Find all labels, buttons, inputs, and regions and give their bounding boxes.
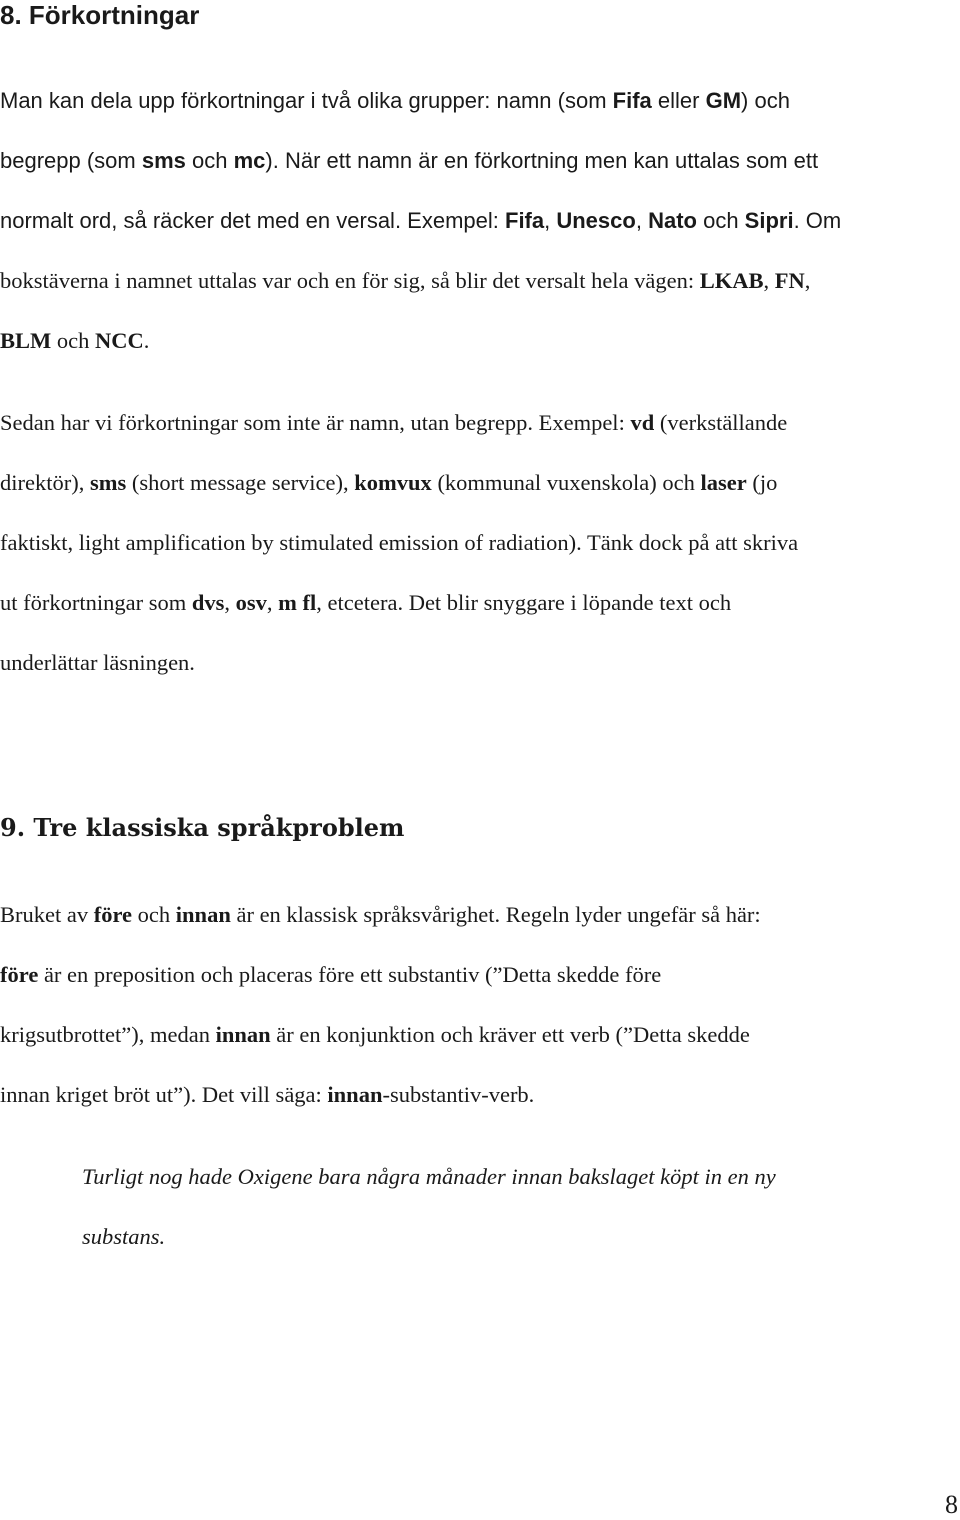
body-text-line: ut förkortningar som dvs, osv, m fl, etcetera. Det blir snyggare i löpande text och [0, 590, 732, 615]
body-text-line: underlättar läsningen. [0, 650, 195, 675]
body-text-line: Sedan har vi förkortningar som inte är namn, utan begrepp. Exempel: vd (verkställande [0, 410, 788, 435]
body-text-line: bokstäverna i namnet uttalas var och en för sig, så blir det versalt hela vägen: LKAB, FN, [0, 268, 811, 293]
body-text-line: före är en preposition och placeras före ett substantiv (”Detta skedde före [0, 962, 662, 987]
example-quote-line: substans. [82, 1224, 166, 1249]
body-text-line: begrepp (som sms och mc). När ett namn är en förkortning men kan uttalas som ett [0, 148, 819, 173]
body-text-line: innan kriget bröt ut”). Det vill säga: innan-substantiv-verb. [0, 1082, 535, 1107]
section-9-heading: 9. Tre klassiska språkproblem [0, 813, 405, 842]
body-text-line: direktör), sms (short message service), komvux (kommunal vuxenskola) och laser (jo [0, 470, 778, 495]
body-text-line: Man kan dela upp förkortningar i två olika grupper: namn (som Fifa eller GM) och [0, 88, 790, 113]
body-text-line: normalt ord, så räcker det med en versal. Exempel: Fifa, Unesco, Nato och Sipri. Om [0, 208, 842, 233]
page-number: 8 [945, 1490, 958, 1519]
body-text-line: faktiskt, light amplification by stimulated emission of radiation). Tänk dock på att skriva [0, 530, 799, 555]
body-text-line: BLM och NCC. [0, 328, 150, 353]
example-quote-line: Turligt nog hade Oxigene bara några månader innan bakslaget köpt in en ny [82, 1164, 776, 1189]
body-text-line: krigsutbrottet”), medan innan är en konjunktion och kräver ett verb (”Detta skedde [0, 1022, 750, 1047]
body-text-line: Bruket av före och innan är en klassisk språksvårighet. Regeln lyder ungefär så här: [0, 902, 761, 927]
section-8-heading: 8. Förkortningar [0, 0, 200, 30]
